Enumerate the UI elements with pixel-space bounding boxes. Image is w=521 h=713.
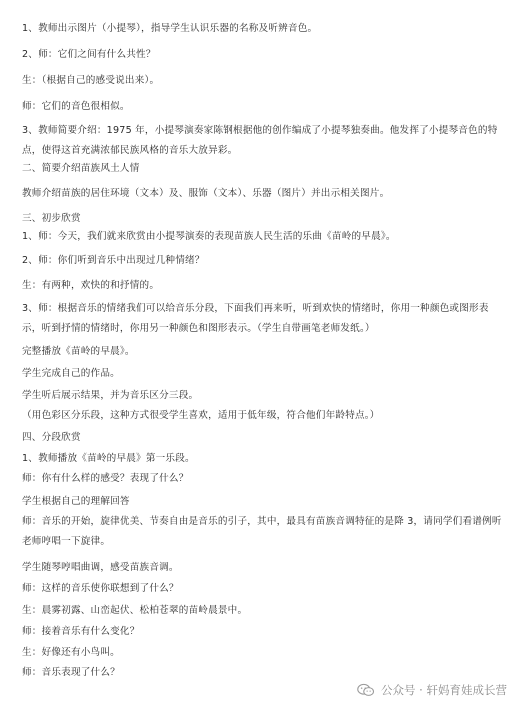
- text-line: 2、师：你们听到音乐中出现过几种情绪？: [22, 255, 205, 266]
- text-paragraph: 3、教师简要介绍：1975 年，小提琴演奏家陈钢根据他的创作编成了小提琴独奏曲。他发挥了小提琴音色的特点，使得这首充满浓郁民族风格的音乐大放异彩。: [22, 125, 498, 156]
- text-line: 生：（根据自己的感受说出来）。: [22, 75, 160, 86]
- text-paragraph: 3、师：根据音乐的情绪我们可以给音乐分段，下面我们再来听，听到欢快的情绪时，你用一种颜色或图形表示，听到抒情的情绪时，你用另一种颜色和图形表示。（学生自带画笔老师发纸。）: [22, 303, 489, 334]
- text-line: 学生听后展示结果，并为音乐区分三段。: [22, 390, 199, 401]
- text-line: 师：音乐表现了什么？: [22, 667, 120, 678]
- text-line: 师：你有什么样的感受？表现了什么？: [22, 473, 189, 484]
- text-line: 学生完成自己的作品。: [22, 368, 120, 379]
- watermark: [357, 682, 507, 698]
- section-heading: 三、初步欣赏: [22, 213, 81, 224]
- text-line: 生：好像还有小鸟叫。: [22, 647, 120, 658]
- wechat-icon: [357, 683, 375, 697]
- text-line: 完整播放《苗岭的早晨》。: [22, 346, 135, 357]
- text-line: 师：它们的音色很相似。: [22, 101, 130, 112]
- section-heading: 四、分段欣赏: [22, 432, 81, 443]
- text-line: （用色彩区分乐段，这种方式很受学生喜欢，适用于低年级，符合他们年龄特点。）: [22, 410, 380, 421]
- text-line: 学生随琴哼唱曲调，感受苗族音调。: [22, 562, 179, 573]
- section-heading: 二、简要介绍苗族风土人情: [22, 163, 140, 174]
- text-paragraph: 师：音乐的开始，旋律优美、节奏自由是音乐的引子，其中，最具有苗族音调特征的是降 3，请同学们看谱例听老师哼唱一下旋律。: [22, 516, 502, 547]
- text-line: 生：晨雾初露、山峦起伏、松柏苍翠的苗岭晨景中。: [22, 605, 248, 616]
- watermark-text: 公众号 · 轩妈育娃成长营: [381, 683, 507, 697]
- text-line: 1、教师播放《苗岭的早晨》第一乐段。: [22, 453, 195, 464]
- text-line: 2、师：它们之间有什么共性？: [22, 49, 156, 60]
- text-line: 师：接着音乐有什么变化？: [22, 626, 140, 637]
- text-line: 生：有两种，欢快的和抒情的。: [22, 280, 160, 291]
- text-line: 1、教师出示图片（小提琴），指导学生认识乐器的名称及听辨音色。: [22, 23, 318, 34]
- text-line: 1、师：今天，我们就来欣赏由小提琴演奏的表现苗族人民生活的乐曲《苗岭的早晨》。: [22, 231, 396, 242]
- text-line: 教师介绍苗族的居住环境（文本）及、服饰（文本）、乐器（图片）并出示相关图片。: [22, 188, 390, 199]
- text-line: 师：这样的音乐使你联想到了什么？: [22, 583, 179, 594]
- text-line: 学生根据自己的理解回答: [22, 496, 130, 507]
